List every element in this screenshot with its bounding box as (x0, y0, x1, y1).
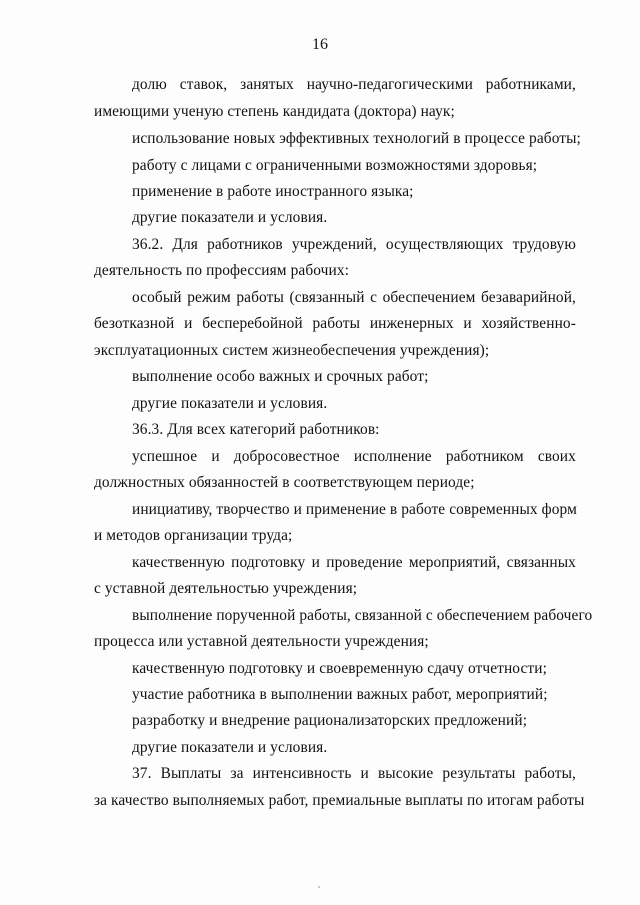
text-line-20: с уставной деятельностью учреждения; (94, 580, 358, 597)
word: безаварийной, (481, 289, 576, 306)
text-line-14: 36.3. Для всех категорий работников: (132, 421, 380, 438)
page-number: 16 (312, 36, 328, 53)
word: (связанный (289, 289, 365, 306)
word: высокие (377, 765, 434, 782)
text-line-3: использование новых эффективных технологий в процессе работы; (132, 130, 581, 147)
word: трудовую (512, 236, 576, 253)
word: работников (207, 236, 283, 253)
word: за (230, 765, 244, 782)
word: долю (132, 76, 167, 93)
text-line-22: процесса или уставной деятельности учреждения; (94, 633, 429, 650)
word: и (463, 315, 472, 332)
word: научно-педагогическими (306, 76, 473, 93)
word: 36.2. (132, 236, 164, 253)
word: работником (445, 448, 524, 465)
word: с (370, 289, 378, 306)
word: своих (537, 448, 576, 465)
word: и (360, 765, 369, 782)
word: работы (312, 315, 361, 332)
text-line-12: выполнение особо важных и срочных работ; (132, 368, 429, 385)
text-line-16: должностных обязанностей в соответствующем периоде; (94, 474, 475, 491)
word: связанных (506, 554, 576, 571)
word: особый (132, 289, 182, 306)
word: Выплаты (160, 765, 222, 782)
word: режим (187, 289, 231, 306)
word: исполнение (353, 448, 432, 465)
text-line-4: работу с лицами с ограниченными возможностями здоровья; (132, 157, 538, 174)
text-line-18: и методов организации труда; (94, 527, 293, 544)
text-line-8: деятельность по профессиям рабочих: (94, 262, 349, 279)
word: успешное (132, 448, 198, 465)
text-line-15 (132, 447, 576, 467)
text-line-21: выполнение порученной работы, связанной с обеспечением рабочего (132, 607, 593, 624)
word: мероприятий, (408, 554, 501, 571)
text-line-28: за качество выполняемых работ, премиальные выплаты по итогам работы (94, 792, 585, 809)
text-line-26: другие показатели и условия. (132, 739, 328, 756)
word: и (311, 554, 320, 571)
word: Для (172, 236, 198, 253)
word: проведение (326, 554, 403, 571)
word: и (211, 448, 220, 465)
text-line-1 (132, 75, 576, 95)
word: безотказной (94, 315, 175, 332)
text-line-5: применение в работе иностранного языка; (132, 183, 414, 200)
word: 37. (132, 765, 152, 782)
text-line-24: участие работника в выполнении важных работ, мероприятий; (132, 686, 548, 703)
text-line-25: разработку и внедрение рационализаторских предложений; (132, 712, 528, 729)
word: осуществляющих (385, 236, 504, 253)
word: ставок, (179, 76, 228, 93)
text-line-9 (132, 288, 576, 308)
word: подготовку (231, 554, 306, 571)
word: работы (236, 289, 284, 306)
word: занятых (240, 76, 294, 93)
text-line-6: другие показатели и условия. (132, 209, 328, 226)
word: и (184, 315, 193, 332)
word: хозяйственно- (481, 315, 576, 332)
word: инженерных (369, 315, 454, 332)
text-line-11: эксплуатационных систем жизнеобеспечения учреждения); (94, 342, 490, 359)
text-line-7 (132, 235, 576, 255)
text-line-10 (94, 314, 576, 334)
word: работниками, (485, 76, 576, 93)
word: обеспечением (382, 289, 476, 306)
scan-speck (318, 886, 320, 888)
word: интенсивность (252, 765, 352, 782)
word: работы, (524, 765, 576, 782)
word: учреждений, (291, 236, 377, 253)
text-line-2: имеющими ученую степень кандидата (доктора) наук; (94, 103, 455, 120)
text-line-23: качественную подготовку и своевременную сдачу отчетности; (132, 660, 547, 677)
word: бесперебойной (202, 315, 303, 332)
text-line-13: другие показатели и условия. (132, 395, 328, 412)
text-line-19 (132, 553, 576, 573)
text-line-17: инициативу, творчество и применение в работе современных форм (132, 501, 577, 518)
word: результаты (442, 765, 516, 782)
word: качественную (132, 554, 225, 571)
text-line-27 (132, 764, 576, 784)
word: добросовестное (233, 448, 340, 465)
